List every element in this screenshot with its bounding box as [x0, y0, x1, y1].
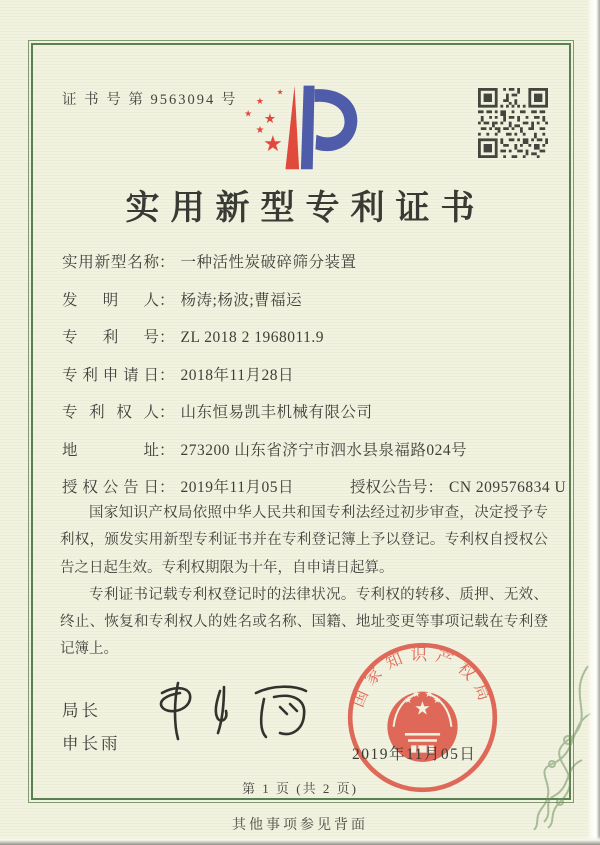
svg-text:★: ★ — [276, 88, 284, 97]
field-label: 授权公告日 — [62, 479, 159, 496]
svg-text:★: ★ — [255, 95, 265, 106]
svg-text:★: ★ — [244, 108, 253, 119]
field-patentee: 专利权人： 山东恒易凯丰机械有限公司 — [62, 400, 552, 422]
scan-edge — [0, 836, 600, 845]
legal-text — [60, 500, 548, 664]
guilloche-ornament-icon — [456, 660, 596, 835]
field-label: 授权公告号 — [349, 479, 428, 496]
cnipa-logo-icon — [236, 82, 364, 187]
grant-date-pair: 授权公告日： 2019年11月05日 — [62, 475, 294, 497]
svg-text:★: ★ — [414, 698, 431, 720]
field-name: 实用新型名称： 一种活性炭破碎筛分装置 — [62, 250, 552, 272]
field-value: 273200 山东省济宁市泗水县泉福路024号 — [180, 441, 468, 459]
svg-text:★: ★ — [432, 696, 442, 707]
svg-text:★: ★ — [403, 696, 413, 707]
handwritten-signature-icon — [148, 676, 328, 753]
page-title: 实用新型专利证书 — [125, 190, 486, 227]
grant-number: CN 209576834 U — [448, 479, 567, 496]
page-number: 第 1 页 (共 2 页) — [242, 781, 358, 796]
seal-date: 2019年11月05日 — [352, 746, 477, 763]
commissioner-title: 局长 — [62, 701, 101, 720]
svg-text:★: ★ — [263, 110, 277, 126]
field-filing-date: 专利申请日： 2018年11月28日 — [62, 363, 552, 385]
field-value: 一种活性炭破碎筛分装置 — [180, 254, 357, 271]
field-label: 实用新型名称 — [62, 254, 159, 271]
field-label: 发明人 — [62, 291, 159, 309]
grant-no-pair: 授权公告号： CN 209576834 U — [349, 479, 567, 496]
field-value: 杨涛;杨波;曹福运 — [180, 291, 303, 309]
field-inventors: 发明人： 杨涛;杨波;曹福运 — [62, 288, 552, 310]
svg-text:★: ★ — [262, 132, 283, 157]
back-note: 其他事项参见背面 — [232, 818, 368, 833]
field-patent-no: 专利号： ZL 2018 2 1968011.9 — [62, 325, 552, 347]
field-grant — [62, 475, 567, 497]
field-value: 2018年11月28日 — [180, 366, 294, 384]
seal-text: 国家知识产权局 — [347, 645, 498, 710]
field-label: 专利权人 — [62, 404, 159, 421]
svg-text:★: ★ — [424, 689, 433, 700]
commissioner-block — [62, 694, 121, 760]
legal-paragraph-2: 专利证书记载专利权登记时的法律状况。专利权的转移、质押、无效、终止、恢复和专利权人的姓名或名称、国籍、地址变更等事项记载在专利登记簿上。 — [60, 586, 548, 658]
patent-fields — [62, 250, 567, 513]
field-address: 地址： 273200 山东省济宁市泗水县泉福路024号 — [62, 438, 552, 460]
scan-edge — [587, 0, 600, 845]
field-value: 山东恒易凯丰机械有限公司 — [180, 404, 373, 421]
svg-text:★: ★ — [255, 124, 265, 136]
qr-code-icon — [478, 88, 548, 163]
certificate-number: 证 书 号 第 9563094 号 — [62, 92, 238, 108]
commissioner-name: 申长雨 — [62, 734, 121, 753]
field-label: 专利号 — [62, 329, 159, 346]
svg-text:★: ★ — [412, 689, 421, 700]
grant-date: 2019年11月05日 — [180, 479, 294, 496]
legal-paragraph-1: 国家知识产权局依照中华人民共和国专利法经过初步审查，决定授予专利权，颁发实用新型专利证书并在专利登记簿上予以登记。专利权自授权公告之日起生效。专利权期限为十年，自申请日起算。 — [60, 505, 548, 576]
field-label: 专利申请日 — [62, 366, 159, 384]
field-value: ZL 2018 2 1968011.9 — [180, 329, 325, 346]
field-label: 地址 — [62, 441, 159, 459]
